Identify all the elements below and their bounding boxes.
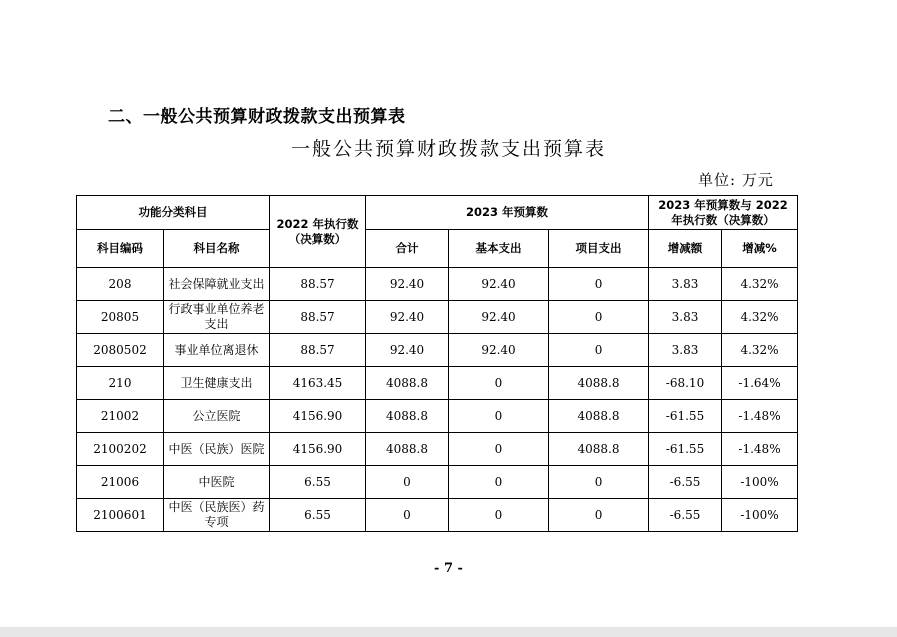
cell-basic: 92.40 <box>449 334 549 367</box>
cell-project: 4088.8 <box>549 367 649 400</box>
header-code: 科目编码 <box>77 230 164 268</box>
cell-exec: 6.55 <box>270 466 366 499</box>
cell-total: 0 <box>366 499 449 532</box>
cell-code: 210 <box>77 367 164 400</box>
cell-name: 公立医院 <box>164 400 270 433</box>
cell-basic: 0 <box>449 400 549 433</box>
viewer-bottom-bar <box>0 627 897 637</box>
table-row <box>77 301 798 334</box>
header-basic: 基本支出 <box>449 230 549 268</box>
cell-total: 92.40 <box>366 301 449 334</box>
cell-name: 社会保障就业支出 <box>164 268 270 301</box>
table-row <box>77 433 798 466</box>
cell-total: 92.40 <box>366 268 449 301</box>
cell-pct: -1.48% <box>722 433 798 466</box>
cell-name: 中医（民族医）药专项 <box>164 499 270 532</box>
header-func-class: 功能分类科目 <box>77 196 270 230</box>
table-row <box>77 499 798 532</box>
cell-project: 0 <box>549 499 649 532</box>
header-row-1 <box>77 196 798 230</box>
budget-table <box>76 195 798 532</box>
cell-change: -61.55 <box>649 433 722 466</box>
cell-pct: -1.48% <box>722 400 798 433</box>
cell-basic: 92.40 <box>449 301 549 334</box>
header-name: 科目名称 <box>164 230 270 268</box>
unit-label: 单位: 万元 <box>698 171 774 189</box>
cell-total: 4088.8 <box>366 400 449 433</box>
cell-change: -6.55 <box>649 499 722 532</box>
cell-change: 3.83 <box>649 301 722 334</box>
header-change-amount: 增减额 <box>649 230 722 268</box>
cell-total: 92.40 <box>366 334 449 367</box>
cell-exec: 4156.90 <box>270 400 366 433</box>
cell-basic: 0 <box>449 367 549 400</box>
cell-code: 21002 <box>77 400 164 433</box>
cell-pct: -1.64% <box>722 367 798 400</box>
cell-name: 事业单位离退休 <box>164 334 270 367</box>
cell-exec: 4163.45 <box>270 367 366 400</box>
table-row <box>77 268 798 301</box>
cell-name: 行政事业单位养老支出 <box>164 301 270 334</box>
table-row <box>77 466 798 499</box>
cell-project: 0 <box>549 466 649 499</box>
table-row <box>77 367 798 400</box>
cell-pct: 4.32% <box>722 268 798 301</box>
header-total: 合计 <box>366 230 449 268</box>
cell-change: -61.55 <box>649 400 722 433</box>
cell-total: 4088.8 <box>366 367 449 400</box>
cell-code: 2080502 <box>77 334 164 367</box>
cell-change: 3.83 <box>649 268 722 301</box>
cell-basic: 92.40 <box>449 268 549 301</box>
cell-code: 21006 <box>77 466 164 499</box>
table-row <box>77 334 798 367</box>
cell-exec: 88.57 <box>270 334 366 367</box>
header-row-2 <box>77 230 798 268</box>
table-row <box>77 400 798 433</box>
header-compare: 2023 年预算数与 2022 年执行数（决算数） <box>649 196 798 230</box>
cell-exec: 4156.90 <box>270 433 366 466</box>
cell-basic: 0 <box>449 466 549 499</box>
cell-exec: 88.57 <box>270 301 366 334</box>
cell-total: 4088.8 <box>366 433 449 466</box>
cell-change: -6.55 <box>649 466 722 499</box>
header-change-pct: 增减% <box>722 230 798 268</box>
cell-project: 0 <box>549 334 649 367</box>
cell-name: 中医院 <box>164 466 270 499</box>
table-title: 一般公共预算财政拨款支出预算表 <box>290 138 606 160</box>
cell-exec: 6.55 <box>270 499 366 532</box>
cell-project: 4088.8 <box>549 433 649 466</box>
cell-basic: 0 <box>449 433 549 466</box>
cell-code: 2100601 <box>77 499 164 532</box>
cell-pct: -100% <box>722 499 798 532</box>
header-budget-2023: 2023 年预算数 <box>366 196 649 230</box>
cell-project: 4088.8 <box>549 400 649 433</box>
cell-code: 2100202 <box>77 433 164 466</box>
cell-total: 0 <box>366 466 449 499</box>
cell-code: 208 <box>77 268 164 301</box>
cell-change: 3.83 <box>649 334 722 367</box>
cell-name: 中医（民族）医院 <box>164 433 270 466</box>
section-heading: 二、一般公共预算财政拨款支出预算表 <box>108 107 406 127</box>
cell-pct: 4.32% <box>722 334 798 367</box>
cell-pct: -100% <box>722 466 798 499</box>
cell-project: 0 <box>549 301 649 334</box>
cell-exec: 88.57 <box>270 268 366 301</box>
cell-pct: 4.32% <box>722 301 798 334</box>
cell-code: 20805 <box>77 301 164 334</box>
header-exec-2022: 2022 年执行数（决算数） <box>270 196 366 268</box>
header-project: 项目支出 <box>549 230 649 268</box>
cell-name: 卫生健康支出 <box>164 367 270 400</box>
cell-change: -68.10 <box>649 367 722 400</box>
cell-project: 0 <box>549 268 649 301</box>
cell-basic: 0 <box>449 499 549 532</box>
page-number: - 7 - <box>434 561 463 576</box>
